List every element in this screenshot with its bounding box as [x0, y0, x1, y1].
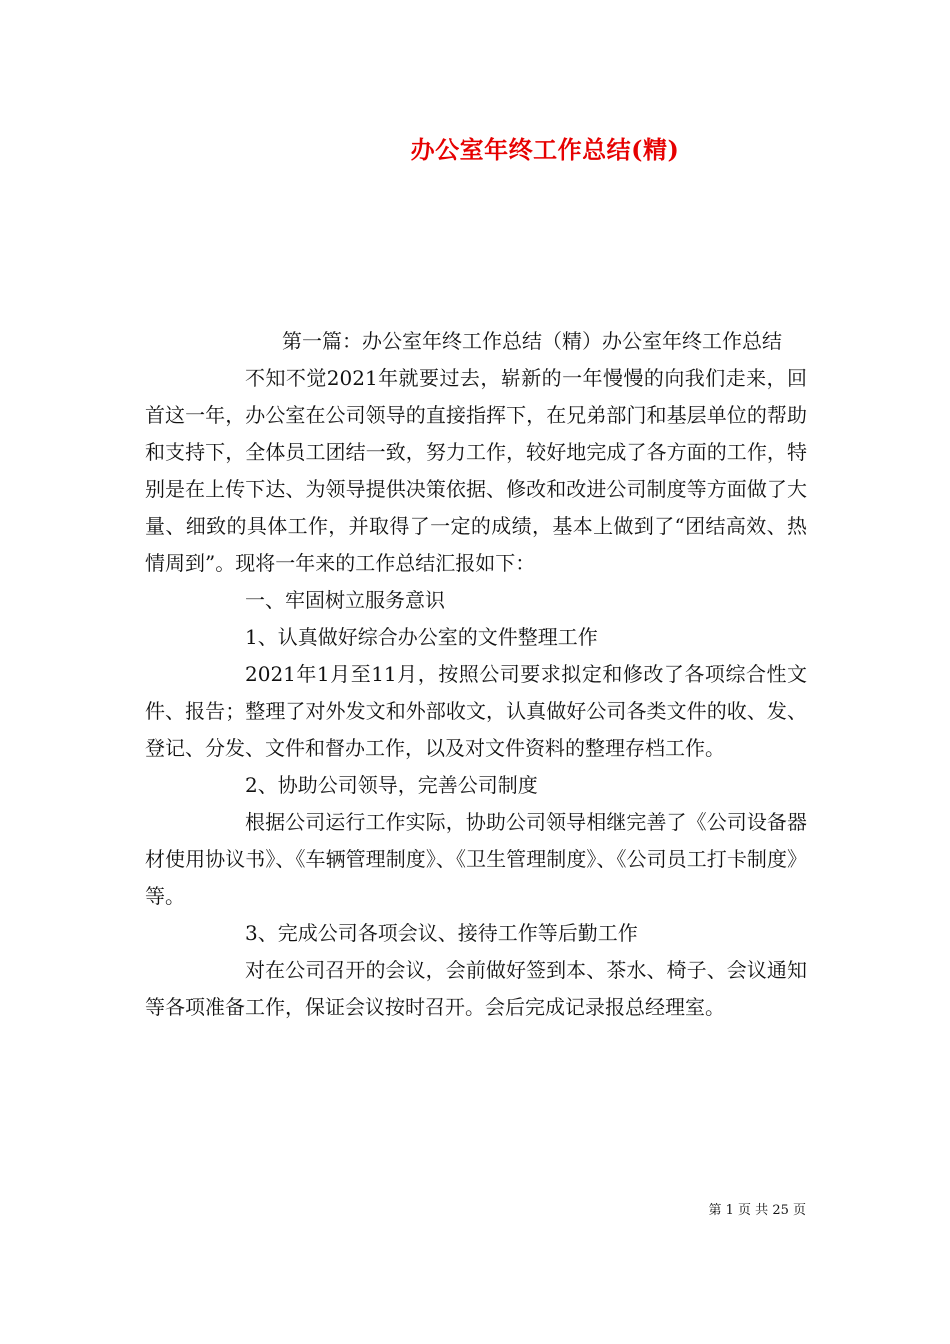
document-title: 办公室年终工作总结(精) — [410, 135, 680, 164]
subsection-heading-3: 3、完成公司各项会议、接待工作等后勤工作 — [245, 921, 638, 945]
section-heading-1: 一、牢固树立服务意识 — [245, 588, 445, 612]
paragraph-heading: 第一篇：办公室年终工作总结（精）办公室年终工作总结 — [282, 329, 782, 353]
document-body — [145, 323, 807, 1026]
paragraph-rules: 根据公司运行工作实际，协助公司领导相继完善了《公司设备器材使用协议书》、《车辆管理制度》、《卫生管理制度》、《公司员工打卡制度》等。 — [145, 810, 807, 908]
page-number: 第 1 页 共 25 页 — [708, 1203, 806, 1218]
subsection-heading-1: 1、认真做好综合办公室的文件整理工作 — [245, 625, 598, 649]
paragraph-files: 2021年1月至11月，按照公司要求拟定和修改了各项综合性文件、报告；整理了对外发文和外部收文，认真做好公司各类文件的收、发、登记、分发、文件和督办工作，以及对文件资料的整理存档工作。 — [145, 662, 807, 760]
subsection-heading-2: 2、协助公司领导，完善公司制度 — [245, 773, 538, 797]
paragraph-intro: 不知不觉2021年就要过去，崭新的一年慢慢的向我们走来，回首这一年，办公室在公司领导的直接指挥下，在兄弟部门和基层单位的帮助和支持下，全体员工团结一致，努力工作，较好地完成了各方面的工作，特别是在上传下达、为领导提供决策依据、修改和改进公司制度等方面做了大量、细致的具体工作，并取得了一定的成绩，基本上做到了“团结高效、热情周到”。现将一年来的工作总结汇报如下： — [145, 366, 807, 575]
paragraph-meetings: 对在公司召开的会议，会前做好签到本、茶水、椅子、会议通知等各项准备工作，保证会议按时召开。会后完成记录报总经理室。 — [145, 958, 807, 1019]
